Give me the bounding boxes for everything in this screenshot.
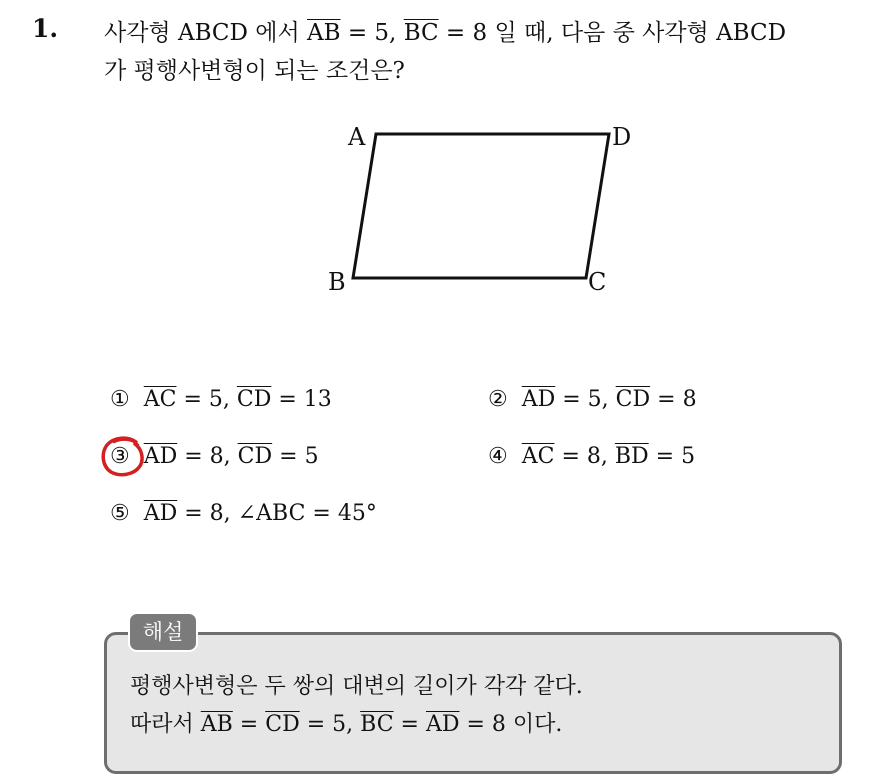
question-text bbox=[104, 14, 874, 90]
solution-text: = bbox=[232, 712, 266, 737]
choice-segment: $\overline{AD}$ bbox=[143, 501, 178, 526]
solution-text: = bbox=[393, 712, 426, 737]
choice-number: ④ bbox=[488, 444, 508, 469]
parallelogram-figure bbox=[320, 112, 660, 302]
parallelogram-shape bbox=[353, 134, 609, 278]
choice-segment: $\overline{CD}$ bbox=[236, 387, 272, 412]
vertex-label-a: A bbox=[348, 123, 366, 151]
segment-bc: $\overline{BC}$ bbox=[403, 20, 439, 46]
solution-text: = 5, bbox=[299, 712, 361, 737]
question-text-post: = 8 일 때, 다음 중 사각형 ABCD bbox=[438, 20, 787, 46]
choice-segment: $\overline{AC}$ bbox=[143, 387, 177, 412]
question-text-pre: 사각형 ABCD 에서 bbox=[104, 20, 308, 46]
segment-ab: $\overline{AB}$ bbox=[307, 20, 341, 46]
choice-4[interactable] bbox=[488, 442, 695, 472]
choice-number: ② bbox=[488, 387, 508, 412]
choice-text: = 5 bbox=[272, 444, 319, 469]
question-number: 1. bbox=[32, 14, 59, 43]
choice-text: = 8, bbox=[554, 444, 615, 469]
solution-text: 따라서 bbox=[130, 712, 201, 737]
choice-segment: $\overline{AD}$ bbox=[521, 387, 556, 412]
solution-tag: 해설 bbox=[128, 612, 198, 652]
choice-2[interactable] bbox=[488, 385, 697, 415]
vertex-label-c: C bbox=[588, 268, 607, 296]
choice-text: = 5 bbox=[648, 444, 696, 469]
choice-1[interactable] bbox=[110, 385, 332, 415]
choice-text: = 8, bbox=[177, 444, 238, 469]
choice-text: = 5, bbox=[176, 387, 237, 412]
choice-segment: $\overline{AD}$ bbox=[143, 444, 178, 469]
solution-segment-bc: $\overline{BC}$ bbox=[360, 712, 394, 737]
vertex-label-b: B bbox=[328, 268, 346, 296]
choice-5[interactable] bbox=[110, 499, 377, 529]
solution-text: = 8 이다. bbox=[459, 712, 563, 737]
solution-line-2 bbox=[130, 710, 562, 740]
vertex-label-d: D bbox=[612, 123, 632, 151]
solution-box bbox=[104, 632, 842, 774]
question-text-mid: = 5, bbox=[340, 20, 404, 46]
solution-line-1: 평행사변형은 두 쌍의 대변의 길이가 각각 같다. bbox=[130, 674, 583, 699]
circle-mark-icon bbox=[100, 434, 146, 478]
choice-text: = 13 bbox=[271, 387, 332, 412]
choice-text: = 8, ∠ABC = 45° bbox=[177, 501, 377, 526]
choice-number: ① bbox=[110, 387, 130, 412]
choice-number: ③ bbox=[110, 444, 130, 469]
choice-segment: $\overline{AC}$ bbox=[521, 444, 555, 469]
choice-text: = 5, bbox=[555, 387, 616, 412]
solution-segment-ad: $\overline{AD}$ bbox=[425, 712, 460, 737]
solution-segment-ab: $\overline{AB}$ bbox=[200, 712, 233, 737]
choice-segment: $\overline{CD}$ bbox=[615, 387, 651, 412]
choice-number: ⑤ bbox=[110, 501, 130, 526]
choice-text: = 8 bbox=[650, 387, 697, 412]
solution-segment-cd: $\overline{CD}$ bbox=[265, 712, 300, 737]
choice-segment: $\overline{BD}$ bbox=[614, 444, 649, 469]
question-text-line2: 가 평행사변형이 되는 조건은? bbox=[104, 58, 405, 84]
choice-segment: $\overline{CD}$ bbox=[237, 444, 273, 469]
